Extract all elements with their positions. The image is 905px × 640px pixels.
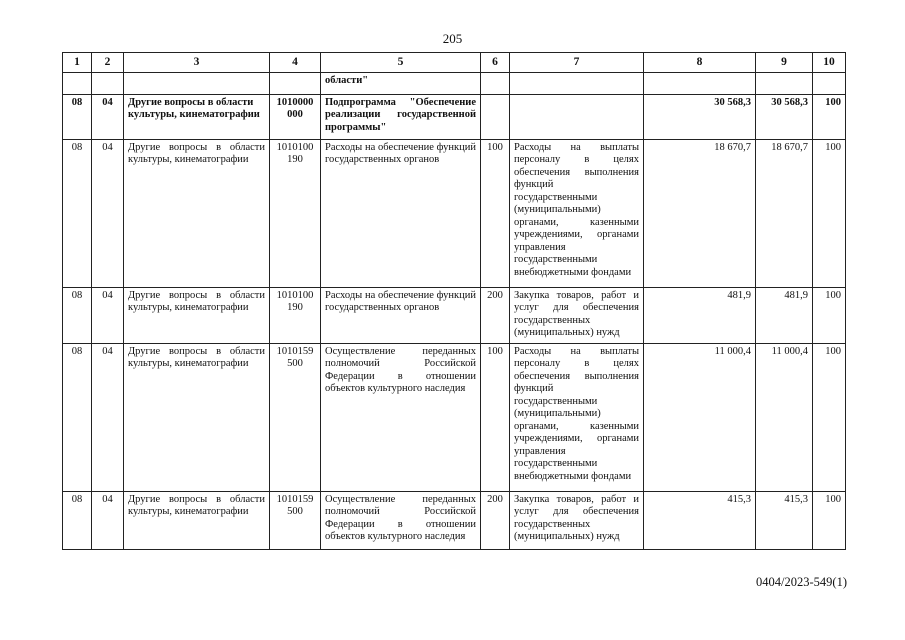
cell-section-name: Другие вопросы в области культуры, кинематографии (124, 139, 270, 287)
cell-expense-name (510, 72, 644, 94)
cell-expense-name: Расходы на выплаты персоналу в целях обеспечения выполнения функций государственными (муниципальными) органами, казенными учреждениями, органами управления государственными внебюджетными фондами (510, 139, 644, 287)
cell-section: 08 (63, 491, 92, 549)
document-code: 0404/2023-549(1) (756, 575, 847, 589)
cell-section-name: Другие вопросы в области культуры, кинематографии (124, 491, 270, 549)
cell-amount-approved: 30 568,3 (644, 94, 756, 139)
cell-target-name: Подпрограмма "Обеспечение реализации государственной программы" (321, 94, 481, 139)
col-header-2: 2 (92, 53, 124, 73)
cell-amount-approved (644, 72, 756, 94)
cell-amount-executed: 415,3 (756, 491, 813, 549)
cell-section: 08 (63, 139, 92, 287)
cell-subsection (92, 72, 124, 94)
table-row (63, 139, 846, 287)
cell-target-name: Осуществление переданных полномочий Российской Федерации в отношении объектов культурного наследия (321, 491, 481, 549)
cell-expense-type: 100 (481, 139, 510, 287)
cell-amount-executed: 30 568,3 (756, 94, 813, 139)
col-header-6: 6 (481, 53, 510, 73)
cell-target-code: 1010000 000 (270, 94, 321, 139)
cell-section-name: Другие вопросы в области культуры, кинематографии (124, 343, 270, 491)
col-header-1: 1 (63, 53, 92, 73)
cell-section (63, 72, 92, 94)
cell-subsection: 04 (92, 287, 124, 343)
col-header-10: 10 (813, 53, 846, 73)
cell-target-code: 1010159 500 (270, 343, 321, 491)
budget-table (62, 52, 846, 550)
cell-subsection: 04 (92, 491, 124, 549)
table-row (63, 287, 846, 343)
col-header-4: 4 (270, 53, 321, 73)
col-header-5: 5 (321, 53, 481, 73)
cell-target-name: области" (321, 72, 481, 94)
cell-percent: 100 (813, 94, 846, 139)
cell-target-code: 1010100 190 (270, 139, 321, 287)
cell-expense-type (481, 72, 510, 94)
cell-subsection: 04 (92, 94, 124, 139)
cell-amount-approved: 415,3 (644, 491, 756, 549)
cell-percent: 100 (813, 343, 846, 491)
cell-amount-approved: 11 000,4 (644, 343, 756, 491)
cell-amount-approved: 481,9 (644, 287, 756, 343)
cell-percent: 100 (813, 139, 846, 287)
cell-amount-approved: 18 670,7 (644, 139, 756, 287)
cell-section: 08 (63, 287, 92, 343)
cell-target-code: 1010159 500 (270, 491, 321, 549)
cell-section-name: Другие вопросы в области культуры, кинематографии (124, 94, 270, 139)
cell-percent: 100 (813, 491, 846, 549)
cell-target-name: Осуществление переданных полномочий Российской Федерации в отношении объектов культурного наследия (321, 343, 481, 491)
cell-target-name: Расходы на обеспечение функций государственных органов (321, 139, 481, 287)
cell-expense-type: 200 (481, 491, 510, 549)
table-row (63, 72, 846, 94)
col-header-7: 7 (510, 53, 644, 73)
cell-amount-executed: 11 000,4 (756, 343, 813, 491)
cell-amount-executed: 18 670,7 (756, 139, 813, 287)
cell-percent: 100 (813, 287, 846, 343)
cell-target-code (270, 72, 321, 94)
cell-expense-name: Расходы на выплаты персоналу в целях обеспечения выполнения функций государственными (муниципальными) органами, казенными учреждениями, органами управления государственными внебюджетными фондами (510, 343, 644, 491)
cell-expense-type (481, 94, 510, 139)
cell-target-name: Расходы на обеспечение функций государственных органов (321, 287, 481, 343)
cell-amount-executed: 481,9 (756, 287, 813, 343)
cell-target-code: 1010100 190 (270, 287, 321, 343)
cell-amount-executed (756, 72, 813, 94)
cell-subsection: 04 (92, 343, 124, 491)
col-header-9: 9 (756, 53, 813, 73)
table-row (63, 343, 846, 491)
cell-section-name (124, 72, 270, 94)
cell-section: 08 (63, 343, 92, 491)
cell-expense-name: Закупка товаров, работ и услуг для обеспечения государственных (муниципальных) нужд (510, 287, 644, 343)
cell-percent (813, 72, 846, 94)
cell-expense-type: 100 (481, 343, 510, 491)
cell-section: 08 (63, 94, 92, 139)
col-header-8: 8 (644, 53, 756, 73)
cell-section-name: Другие вопросы в области культуры, кинематографии (124, 287, 270, 343)
page-number: 205 (442, 31, 463, 46)
cell-subsection: 04 (92, 139, 124, 287)
cell-expense-name (510, 94, 644, 139)
col-header-3: 3 (124, 53, 270, 73)
header-row (63, 53, 846, 73)
cell-expense-type: 200 (481, 287, 510, 343)
table-row (63, 491, 846, 549)
cell-expense-name: Закупка товаров, работ и услуг для обеспечения государственных (муниципальных) нужд (510, 491, 644, 549)
table-row (63, 94, 846, 139)
